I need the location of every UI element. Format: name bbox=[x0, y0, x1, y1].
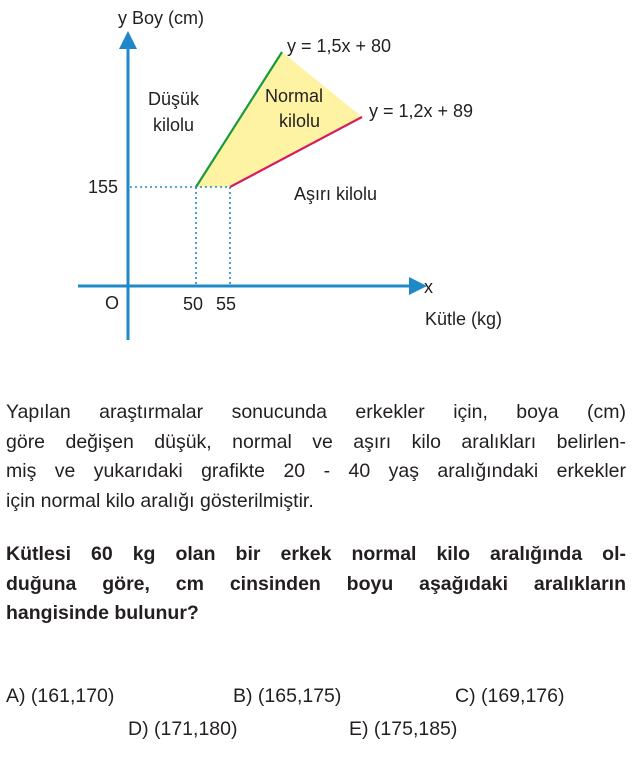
intro-line: Yapılan araştırmalar sonucunda erkekler için, boya (cm) bbox=[6, 401, 626, 423]
option-e[interactable]: E) (175,185) bbox=[349, 718, 458, 740]
x-tick-50: 50 bbox=[183, 294, 204, 314]
upper-line-equation: y = 1,5x + 80 bbox=[287, 36, 392, 56]
question-line: Kütlesi 60 kg olan bir erkek normal kilo aralığında ol- bbox=[6, 543, 626, 565]
intro-line: göre değişen düşük, normal ve aşırı kilo aralıkları belirlen- bbox=[6, 430, 626, 453]
question-line: hangisinde bulunur? bbox=[6, 602, 199, 624]
option-c[interactable]: C) (169,176) bbox=[455, 685, 565, 707]
x-axis-label: x bbox=[424, 277, 433, 297]
option-d[interactable]: D) (171,180) bbox=[128, 718, 238, 740]
region-low-line1: Düşük bbox=[148, 89, 200, 109]
region-normal-line1: Normal bbox=[265, 86, 324, 106]
region-low-line2: kilolu bbox=[153, 115, 195, 135]
intro-line: miş ve yukarıdaki grafikte 20 - 40 yaş aralığındaki erkekler bbox=[6, 460, 626, 482]
intro-line: için normal kilo aralığı gösterilmiştir. bbox=[6, 489, 314, 512]
origin-label: O bbox=[105, 293, 120, 313]
y-axis-label: y Boy (cm) bbox=[118, 8, 205, 28]
region-normal-line2: kilolu bbox=[279, 111, 321, 131]
weight-height-graph bbox=[0, 0, 633, 360]
lower-line-equation: y = 1,2x + 89 bbox=[369, 101, 474, 121]
x-axis-title: Kütle (kg) bbox=[425, 309, 503, 329]
intro-paragraph bbox=[6, 398, 626, 516]
y-tick-155: 155 bbox=[88, 177, 119, 197]
question-line: duğuna göre, cm cinsinden boyu aşağıdaki aralıkların bbox=[6, 572, 626, 595]
option-b[interactable]: B) (165,175) bbox=[233, 685, 342, 707]
option-a[interactable]: A) (161,170) bbox=[6, 685, 115, 707]
region-over-label: Aşırı kilolu bbox=[294, 184, 378, 204]
x-tick-55: 55 bbox=[216, 294, 237, 314]
question-paragraph bbox=[6, 540, 626, 629]
